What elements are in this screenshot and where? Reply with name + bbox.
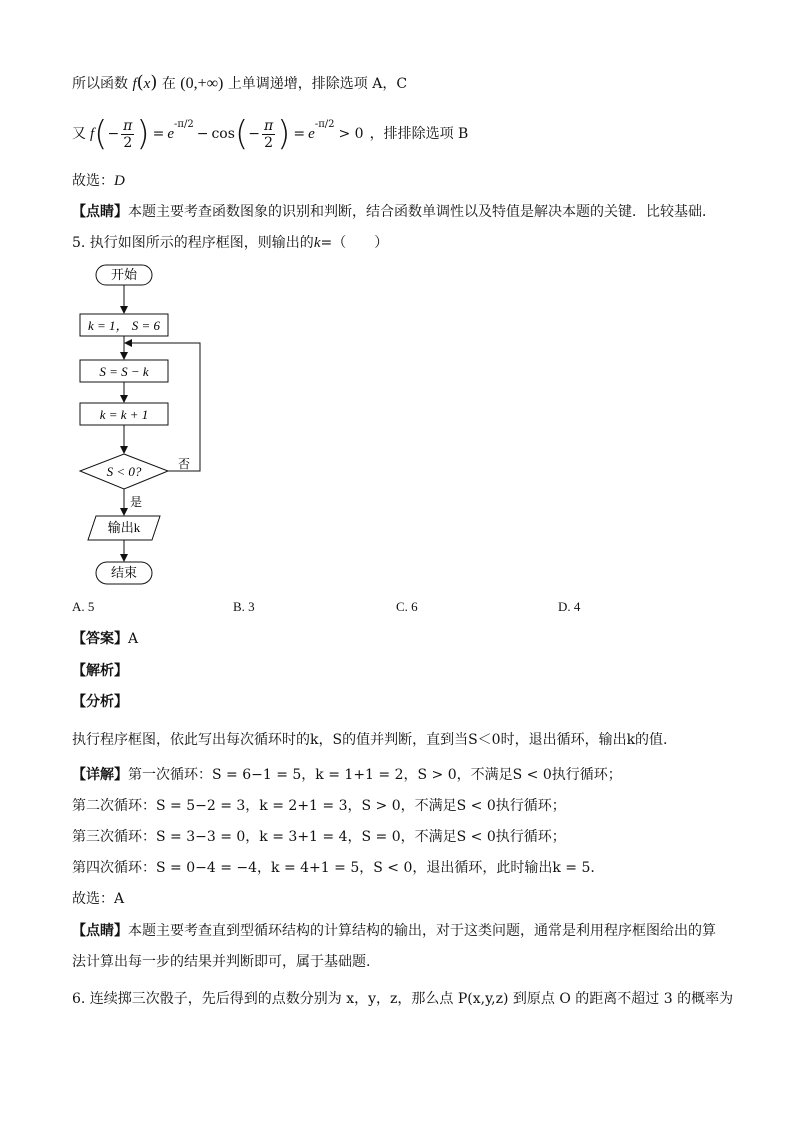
q4-f2: f: [90, 126, 95, 142]
q4-line2: [72, 114, 468, 154]
q4-e1: e: [167, 126, 175, 142]
q4-frac-num-b: π: [263, 117, 274, 134]
q4-line1-prefix: 所以函数: [72, 76, 128, 92]
q4-lparen: (: [136, 72, 144, 93]
flow-no-label: 否: [178, 457, 191, 471]
option-c: C. 6: [396, 599, 418, 614]
q5-stem-text: 5. 执行如图所示的程序框图，则输出的: [72, 235, 314, 251]
q4-rparen: ): [150, 72, 158, 93]
q5-analysis-sub: 【分析】: [72, 694, 128, 710]
option-b: B. 3: [233, 599, 255, 614]
q4-line1-mid: 在: [161, 76, 176, 92]
q4-answer-label: 故选：: [72, 173, 114, 189]
q5-answer: [72, 630, 138, 648]
flow-start-text: 开始: [110, 267, 138, 282]
flow-output-text: 输出k: [107, 520, 141, 535]
flow-decision-text: S < 0?: [106, 464, 142, 479]
flow-step1-text: S = S − k: [99, 364, 149, 379]
flow-init-text: k = 1， S = 6: [87, 318, 161, 333]
q4-big-lparen: (: [94, 114, 108, 154]
option-a: A. 5: [72, 599, 95, 614]
q4-comment-tag: 【点睛】: [72, 204, 128, 220]
flow-yes-label: 是: [130, 495, 143, 509]
flow-step2-text: k = k + 1: [99, 407, 149, 422]
q5-comment-text-1: 本题主要考查直到型循环结构的计算结构的输出，对于这类问题，通常是利用程序框图给出的算: [128, 923, 716, 939]
q5-analysis-tag: 【解析】: [72, 663, 128, 679]
q4-frac-pi-over-2-b: [262, 118, 275, 151]
q4-answer: [72, 172, 125, 190]
flowchart: [72, 260, 212, 590]
option-d: D. 4: [558, 599, 581, 614]
q4-frac-pi-over-2: [121, 118, 134, 151]
q5-loop-2: 第二次循环：S = 5−2 = 3，k = 2+1 = 3，S > 0，不满足S < 0执行循环；: [72, 798, 566, 814]
q5-stem: [72, 234, 388, 252]
q4-frac-den-b: 2: [264, 134, 273, 151]
q4-frac-den: 2: [123, 134, 133, 151]
q5-answer-value: A: [128, 631, 139, 647]
q5-analysis-text: 执行程序框图，依此写出每次循环时的k，S的值并判断，直到当S＜0时，退出循环，输出k的值.: [72, 732, 668, 748]
q4-minus3: −: [248, 126, 260, 142]
q5-loop-3: 第三次循环：S = 3−3 = 0，k = 3+1 = 4，S = 0，不满足S < 0执行循环；: [72, 829, 566, 845]
q4-interval: (0,+∞): [180, 75, 224, 92]
q5-comment-1: [72, 922, 716, 940]
q5-stem-var: k: [313, 235, 321, 251]
q4-line1: [72, 74, 407, 93]
q5-answer-tag: 【答案】: [72, 631, 128, 647]
q6-stem: 6. 连续掷三次骰子，先后得到的点数分别为 x，y，z，那么点 P(x,y,z) 到原点 O 的距离不超过 3 的概率为: [72, 991, 734, 1007]
q4-eq2: =: [293, 126, 306, 142]
q4-comment-text: 本题主要考查函数图象的识别和判断，结合函数单调性以及特值是解决本题的关键．比较基础．: [128, 204, 716, 220]
q4-gt0: > 0: [338, 126, 364, 142]
q4-cos: cos: [211, 126, 235, 142]
q4-big-rparen: ): [136, 114, 150, 154]
q4-exp2: -π/2: [314, 119, 335, 130]
flow-end-text: 结束: [110, 565, 138, 580]
q5-comment-2: 法计算出每一步的结果并判断即可，属于基础题.: [72, 954, 371, 970]
q4-e2: e: [308, 126, 315, 142]
q4-exp1: -π/2: [174, 119, 194, 130]
q4-minus: −: [107, 126, 120, 142]
q4-line2-prefix: 又: [72, 126, 86, 142]
q4-func-f: f: [132, 76, 137, 92]
q4-answer-value: D: [114, 173, 125, 189]
q5-loop-1: [72, 766, 622, 784]
q5-stem-end: =（ ）: [320, 235, 389, 251]
q4-minus2: −: [196, 126, 209, 142]
q4-eq1: =: [152, 126, 165, 142]
q4-big-rparen2: ): [277, 114, 291, 154]
q4-big-lparen2: (: [234, 114, 249, 154]
q4-line1-suffix: 上单调递增，排除选项 A，C: [227, 76, 408, 92]
q4-comment: [72, 203, 716, 221]
q5-loop-4: 第四次循环：S = 0−4 = −4，k = 4+1 = 5，S < 0，退出循环，此时输出k = 5.: [72, 860, 595, 876]
q4-line2-suffix: ，排排除选项 B: [369, 126, 469, 142]
q4-frac-num: π: [123, 117, 133, 134]
q4-var-x: x: [143, 76, 151, 92]
q5-detail-tag: 【详解】: [72, 767, 128, 783]
q5-comment-tag: 【点睛】: [72, 923, 128, 939]
q5-loop-1-text: 第一次循环：S = 6−1 = 5，k = 1+1 = 2，S > 0，不满足S < 0执行循环；: [128, 767, 622, 783]
q5-choose: 故选：A: [72, 891, 125, 907]
